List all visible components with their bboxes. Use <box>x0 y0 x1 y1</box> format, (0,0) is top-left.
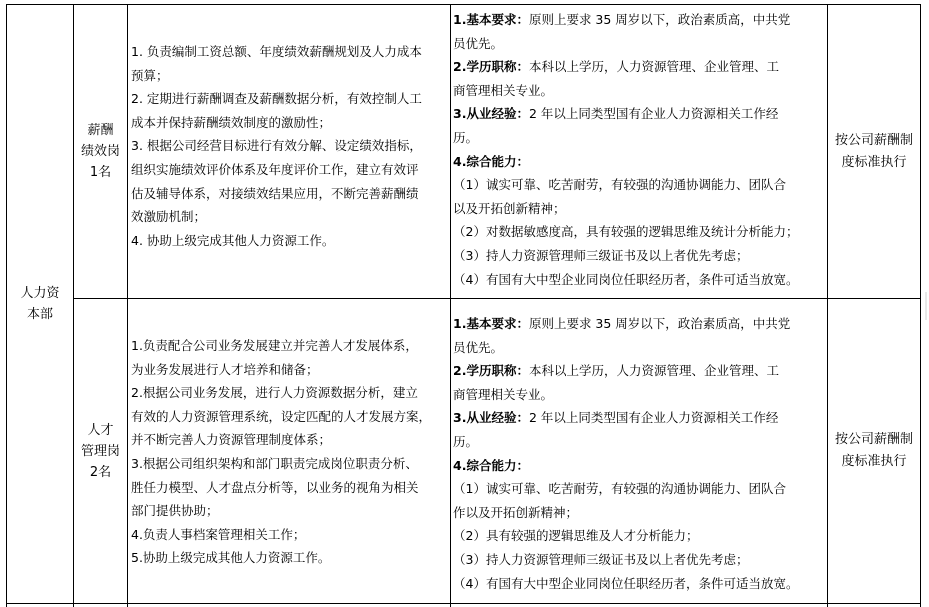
duty-line: 3. 根据公司经营目标进行有效分解、设定绩效指标， <box>131 138 422 154</box>
req-basic-text: 原则上要求 35 周岁以下，政治素质高，中共党 <box>528 12 791 27</box>
duty-line: 1.负责配合公司业务发展建立并完善人才发展体系， <box>131 338 418 353</box>
duty-line: 1. 负责编制工资总额、年度绩效薪酬规划及人力成本 <box>131 44 422 59</box>
duty-line: 2. 定期进行薪酬调查及薪酬数据分析，有效控制人工 <box>131 91 422 107</box>
req-edu-label: 2.学历职称： <box>453 59 529 75</box>
req-basic <box>453 312 827 336</box>
duty-line: 组织实施绩效评价体系及年度评价工作，建立有效评 <box>131 161 419 177</box>
duty-line: 成本并保持薪酬绩效制度的激励性； <box>131 114 332 130</box>
department-cell <box>7 5 73 603</box>
table-border-top <box>6 4 921 5</box>
position-line: 1名 <box>89 165 112 180</box>
req-exp-cont: 历。 <box>453 129 479 145</box>
ability-line: （3）持人力资源管理师三级证书及以上者优先考虑； <box>453 247 749 263</box>
department-text: 人力资本部 <box>20 286 60 322</box>
duty-line: 估及辅导体系，对接绩效结果应用，不断完善薪酬绩 <box>131 185 419 201</box>
requirements-cell <box>451 8 827 298</box>
duties-list <box>131 334 448 570</box>
req-basic-label: 1.基本要求： <box>453 316 529 331</box>
table-border-bottom <box>6 603 921 604</box>
page-edge-mark <box>925 292 927 320</box>
pay-line: 度标准执行 <box>841 454 907 469</box>
pay-label <box>835 130 913 174</box>
duty-line: 胜任力模型、人才盘点分析等，以业务的视角为相关 <box>131 479 419 495</box>
duty-line: 预算； <box>131 67 169 83</box>
req-basic-cont: 员优先。 <box>453 35 504 51</box>
pay-line: 按公司薪酬制 <box>834 432 913 447</box>
duty-line: 有效的人力资源管理系统，设定匹配的人才发展方案， <box>131 408 432 424</box>
req-basic <box>453 8 827 32</box>
duty-line: 4. 协助上级完成其他人力资源工作。 <box>131 232 335 248</box>
position-cell <box>74 299 127 603</box>
duties-cell <box>128 334 450 574</box>
ability-line: （4）有国有大中型企业同岗位任职经历者，条件可适当放宽。 <box>453 271 799 287</box>
duty-line: 效激励机制； <box>131 209 207 225</box>
ability-line: （1）诚实可靠、吃苦耐劳，有较强的沟通协调能力、团队合 <box>453 481 786 497</box>
position-label <box>81 120 120 183</box>
req-ability-label: 4.综合能力： <box>453 153 529 169</box>
duty-line: 为业务发展进行人才培养和储备； <box>131 361 319 377</box>
req-basic-text: 原则上要求 35 周岁以下，政治素质高，中共党 <box>528 316 791 331</box>
duty-line: 2.根据公司业务发展，进行人力资源数据分析，建立 <box>131 385 418 401</box>
requirements-cell <box>451 312 827 603</box>
pay-label <box>835 429 913 473</box>
req-exp-label: 3.从业经验： <box>453 106 529 122</box>
ability-line: 作以及开拓创新精神； <box>453 504 579 520</box>
duty-line: 并不断完善人力资源管理制度体系； <box>131 432 332 448</box>
position-line: 2名 <box>89 464 112 480</box>
pay-line: 按公司薪酬制 <box>834 132 913 148</box>
req-edu-label: 2.学历职称： <box>453 363 529 379</box>
req-exp-cont: 历。 <box>453 433 479 449</box>
req-exp <box>453 102 827 126</box>
duty-line: 部门提供协助； <box>131 503 219 519</box>
duties-cell <box>128 40 450 260</box>
req-edu-text: 本科以上学历，人力资源管理、企业管理、工 <box>528 363 779 379</box>
ability-line: （1）诚实可靠、吃苦耐劳，有较强的沟通协调能力、团队合 <box>453 177 786 193</box>
req-edu-text: 本科以上学历，人力资源管理、企业管理、工 <box>528 59 779 75</box>
position-line: 管理岗 <box>80 443 120 459</box>
duty-line: 4.负责人事档案管理相关工作； <box>131 526 306 542</box>
ability-line: （2）具有较强的逻辑思维及人才分析能力； <box>453 528 699 544</box>
pay-line: 度标准执行 <box>841 154 907 170</box>
req-exp-label: 3.从业经验： <box>453 410 529 426</box>
ability-line: （4）有国有大中型企业同岗位任职经历者，条件可适当放宽。 <box>453 575 799 591</box>
row-divider <box>73 298 921 299</box>
position-line: 人才 <box>87 422 114 438</box>
position-label <box>81 420 120 483</box>
duty-line: 3.根据公司组织架构和部门职责完成岗位职责分析、 <box>131 455 418 471</box>
req-ability-label: 4.综合能力： <box>453 457 529 473</box>
req-exp <box>453 406 827 430</box>
ability-line: 以及开拓创新精神； <box>453 200 566 216</box>
req-exp-text: 2 年以上同类型国有企业人力资源相关工作经 <box>528 410 779 426</box>
ability-line: （3）持人力资源管理师三级证书及以上者优先考虑； <box>453 551 749 567</box>
req-edu <box>453 359 827 383</box>
department-label <box>20 283 60 325</box>
duty-line: 5.协助上级完成其他人力资源工作。 <box>131 550 331 566</box>
req-basic-label: 1.基本要求： <box>453 12 529 27</box>
ability-line: （2）对数据敏感度高，具有较强的逻辑思维及统计分析能力； <box>453 224 799 240</box>
req-edu-cont: 商管理相关专业。 <box>453 386 554 402</box>
position-line: 绩效岗 <box>80 144 120 159</box>
pay-cell <box>828 5 920 298</box>
position-cell <box>74 5 127 298</box>
req-edu <box>453 55 827 79</box>
req-edu-cont: 商管理相关专业。 <box>453 82 554 98</box>
position-line: 薪酬 <box>87 123 114 138</box>
req-basic-cont: 员优先。 <box>453 339 504 355</box>
req-exp-text: 2 年以上同类型国有企业人力资源相关工作经 <box>528 106 779 122</box>
pay-cell <box>828 299 920 603</box>
table-border-right <box>920 4 921 607</box>
duties-list <box>131 40 422 252</box>
